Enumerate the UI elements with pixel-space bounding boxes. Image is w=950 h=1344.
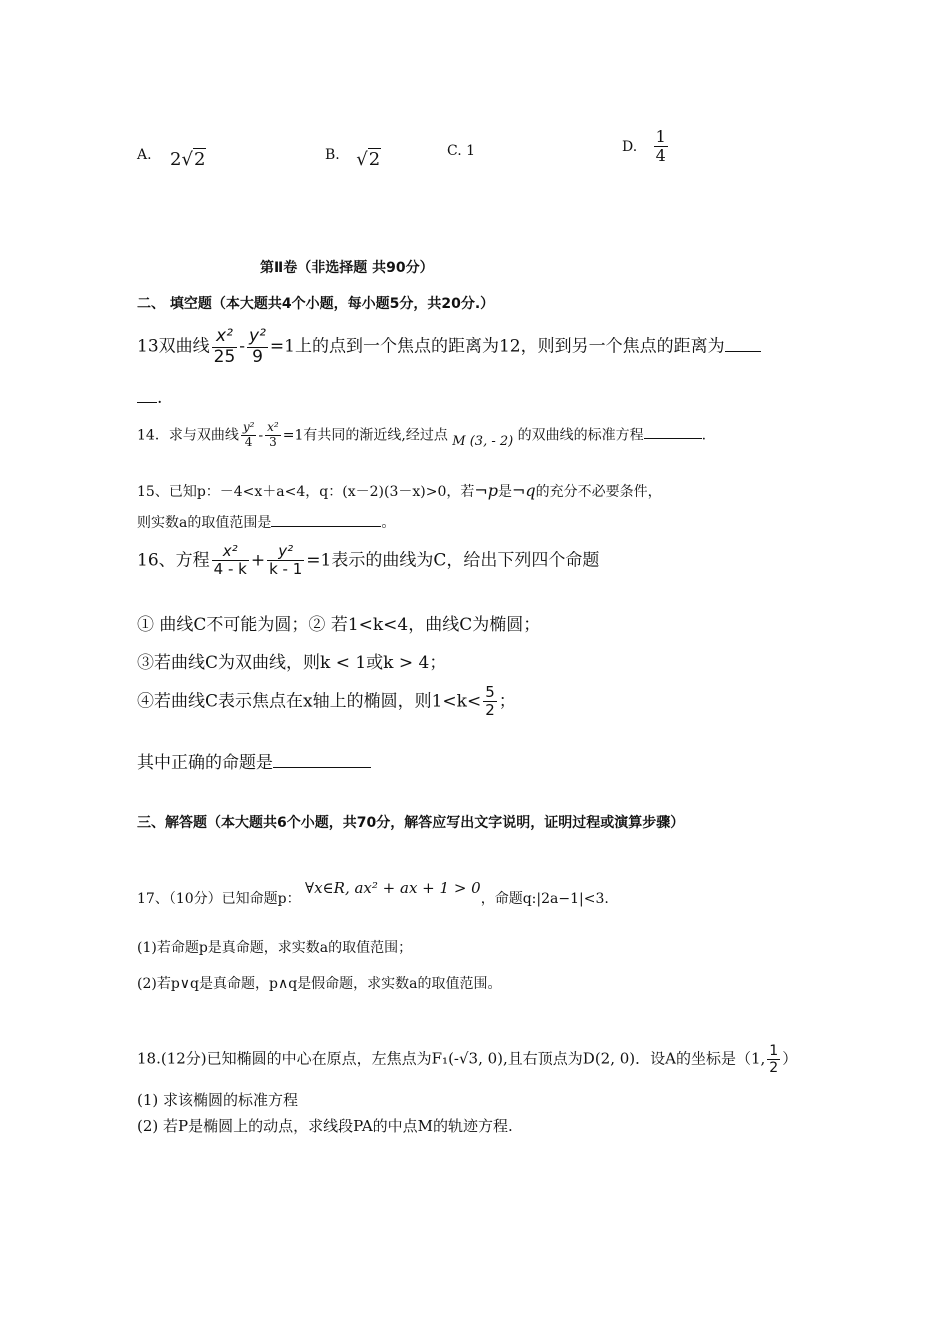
q16-answer-blank	[273, 766, 371, 768]
q17-formula: ∀x∈R, ax² + ax + 1 > 0	[305, 879, 481, 897]
question-17: 17、（10分）已知命题p： ∀x∈R, ax² + ax + 1 > 0，命题q:|2a−1|<3.	[137, 879, 609, 907]
option-a: A. 2√2	[137, 147, 206, 170]
q14-point: M (3, - 2)	[452, 434, 514, 450]
q16-item-4: ④若曲线C表示焦点在x轴上的椭圆，则1<k< $\frac{5}{2}$ ；	[137, 683, 516, 720]
q16-item4-fraction: $\frac{5}{2}$	[485, 683, 495, 720]
q16-item-1-2: ① 曲线C不可能为圆；② 若1<k<4，曲线C为椭圆；	[137, 615, 541, 635]
q13-continuation: .	[137, 388, 162, 408]
option-a-radicand: 2	[193, 149, 206, 170]
question-13: 13双曲线 $\frac{\text{x²}}{25}$ - $\frac{\text{y²}}{9}$ =1上的点到一个焦点的距离为12，则到另一个焦点的距离为	[137, 327, 761, 367]
q15-neg-q: ¬q	[512, 481, 536, 500]
option-b: B. √2	[325, 147, 381, 170]
option-a-label: A.	[137, 147, 152, 163]
question-14: 14．求与双曲线 $\frac{\text{y²}}{4}$ - $\frac{\text{x²}}{3}$ =1有共同的渐近线,经过点 M (3, - 2) 的双曲线的标准方程 .	[137, 420, 707, 450]
q17-part-2: (2)若p∨q是真命题，p∧q是假命题，求实数a的取值范围。	[137, 976, 502, 992]
option-a-coef: 2	[170, 149, 182, 170]
question-16: 16、方程 $\frac{\text{x²}}{4 - k}$ + $\frac{\text{y²}}{k - 1}$ =1表示的曲线为C，给出下列四个命题	[137, 542, 600, 579]
q18-part-1: (1) 求该椭圆的标准方程	[137, 1091, 299, 1109]
question-15: 15、已知p：－4<x＋a<4，q：(x－2)(3－x)>0，若¬p是¬q的充分不必要条件，	[137, 481, 662, 500]
q17-part-1: (1)若命题p是真命题，求实数a的取值范围；	[137, 940, 413, 956]
q14-fraction-2: $\frac{\text{x²}}{3}$	[267, 420, 279, 449]
q15-neg-p: ¬p	[474, 481, 499, 500]
option-d-fraction: $\frac{1}{4}$	[655, 127, 666, 166]
q15-answer-blank	[271, 525, 381, 527]
option-d	[622, 128, 670, 166]
q18-part-2: (2) 若P是椭圆上的动点，求线段PA的中点M的轨迹方程.	[137, 1117, 513, 1135]
option-b-radicand: 2	[368, 149, 381, 170]
question-15-line2: 则实数a的取值范围是 。	[137, 515, 396, 531]
q16-fraction-2: $\frac{\text{y²}}{k - 1}$	[269, 542, 303, 579]
section3-heading: 三、解答题（本大题共6个小题，共70分，解答应写出文字说明，证明过程或演算步骤）	[137, 815, 685, 831]
question-18: 18.(12分)已知椭圆的中心在原点，左焦点为F₁(-√3, 0),且右顶点为D(2, 0)．设A的坐标是（1, $\frac{1}{2}$ ）	[137, 1043, 798, 1077]
q13-fraction-1: $\frac{\text{x²}}{25}$	[213, 326, 236, 367]
q14-answer-blank	[644, 437, 702, 439]
q16-item-3: ③若曲线C为双曲线，则k < 1或k > 4；	[137, 653, 447, 673]
option-d-label: D.	[622, 138, 638, 155]
q16-fraction-1: $\frac{\text{x²}}{4 - k}$	[213, 542, 247, 579]
q18-fraction: $\frac{1}{2}$	[769, 1043, 779, 1077]
q13-answer-blank	[725, 350, 761, 352]
option-b-label: B.	[325, 147, 340, 163]
q14-fraction-1: $\frac{\text{y²}}{4}$	[242, 420, 255, 449]
q13-fraction-2: $\frac{\text{y²}}{9}$	[249, 326, 266, 367]
part2-title: 第Ⅱ卷（非选择题 共90分）	[260, 260, 434, 276]
q16-answer-line: 其中正确的命题是	[137, 748, 371, 773]
option-c: C. 1	[447, 143, 476, 159]
section2-heading: 二、 填空题（本大题共4个小题，每小题5分，共20分.）	[137, 296, 495, 312]
